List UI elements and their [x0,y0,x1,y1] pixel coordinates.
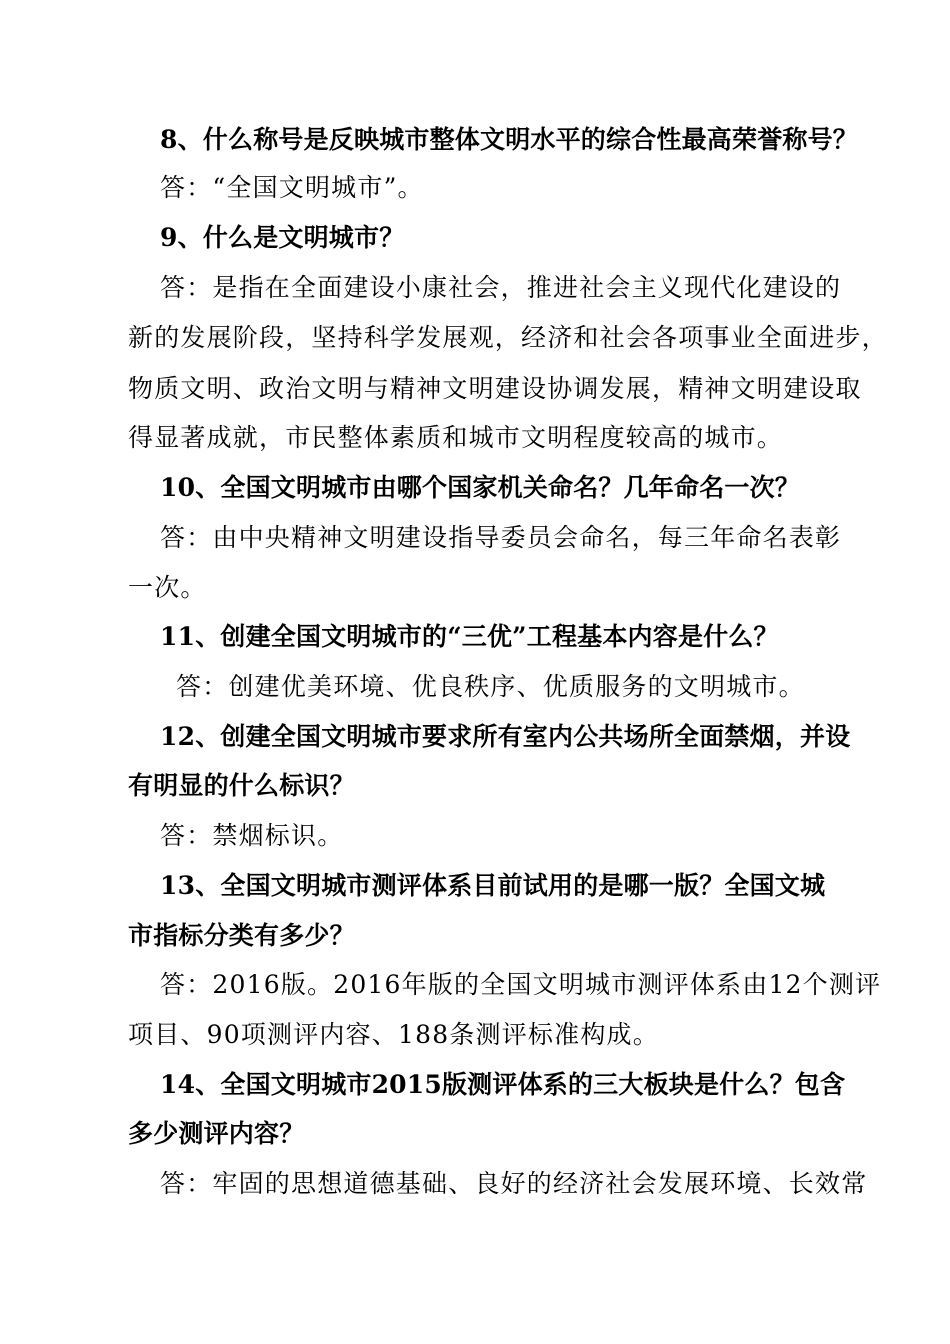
question-13-line-1: 13、全国文明城市测评体系目前试用的是哪一版？全国文城 [160,871,826,900]
answer-11: 答：创建优美环境、优良秩序、优质服务的文明城市。 [176,672,805,701]
question-12-line-1: 12、创建全国文明城市要求所有室内公共场所全面禁烟，并设 [160,722,851,751]
answer-9-line-3: 物质文明、政治文明与精神文明建设协调发展，精神文明建设取 [128,374,862,403]
question-14-line-1: 14、全国文明城市2015版测评体系的三大板块是什么？包含 [160,1070,846,1099]
question-13-line-2: 市指标分类有多少？ [128,921,355,950]
answer-10-line-1: 答：由中央精神文明建设指导委员会命名，每三年命名表彰 [160,523,842,552]
answer-13-line-2: 项目、90项测评内容、188条测评标准构成。 [128,1020,659,1049]
question-8: 8、什么称号是反映城市整体文明水平的综合性最高荣誉称号？ [160,125,858,154]
answer-9-line-1: 答：是指在全面建设小康社会，推进社会主义现代化建设的 [160,273,842,302]
question-12-line-2: 有明显的什么标识？ [128,771,355,800]
answer-10-line-2: 一次。 [128,573,207,602]
question-14-line-2: 多少测评内容？ [128,1119,305,1148]
answer-14-line-1: 答：牢固的思想道德基础、良好的经济社会发展环境、长效常 [160,1169,868,1198]
answer-13-line-1: 答：2016版。2016年版的全国文明城市测评体系由12个测评 [160,970,882,999]
answer-9-line-4: 得显著成就，市民整体素质和城市文明程度较高的城市。 [128,423,784,452]
question-9: 9、什么是文明城市？ [160,223,405,252]
question-11: 11、创建全国文明城市的“三优”工程基本内容是什么？ [160,622,779,651]
answer-8: 答：“全国文明城市”。 [160,173,424,202]
question-10: 10、全国文明城市由哪个国家机关命名？几年命名一次？ [160,473,800,502]
answer-12: 答：禁烟标识。 [160,821,344,850]
answer-9-line-2: 新的发展阶段，坚持科学发展观，经济和社会各项事业全面进步， [128,323,888,352]
